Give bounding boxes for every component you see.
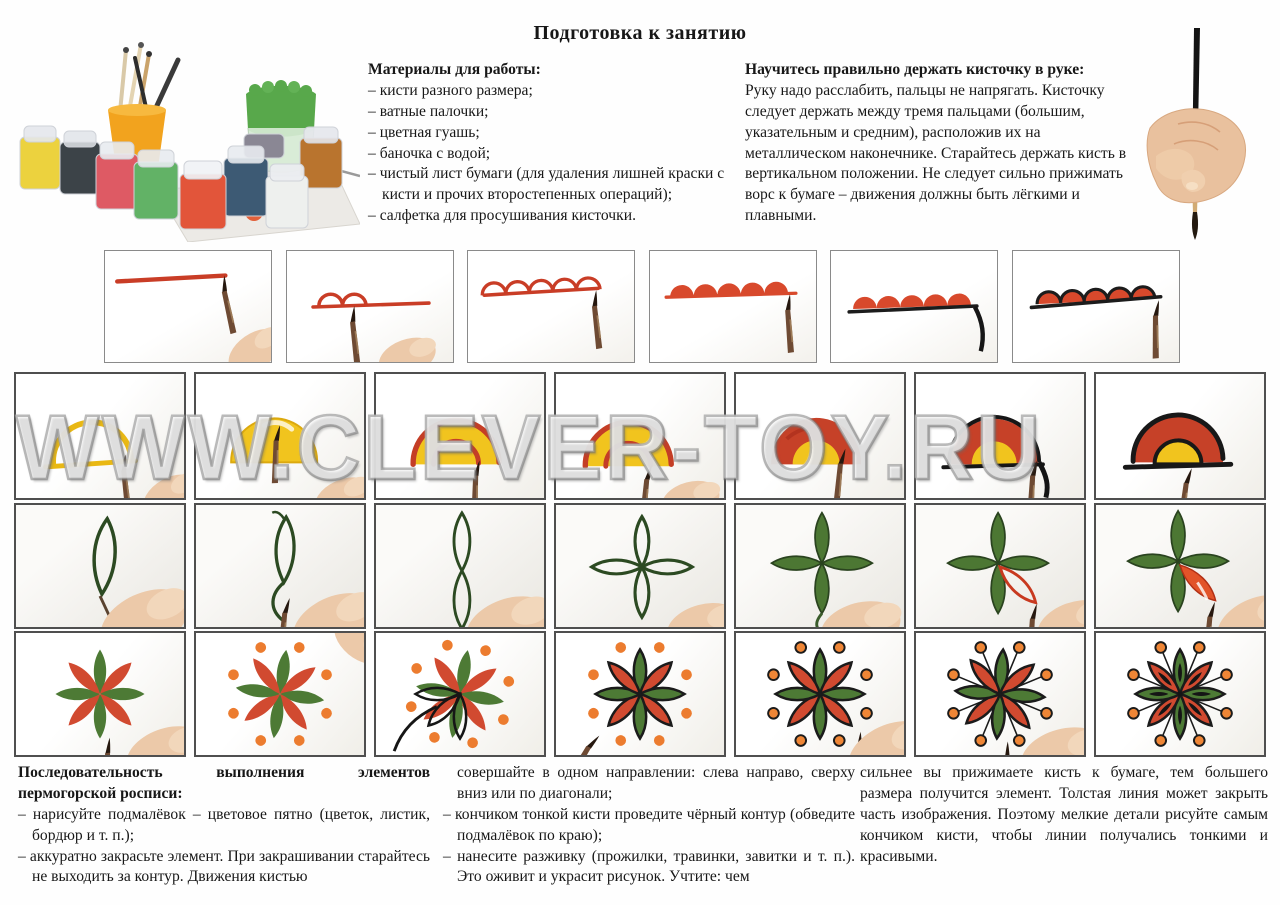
sequence-continuation: сильнее вы прижимаете кисть к бумаге, тем большего размера получится элемент. Толстая линия может закрыть часть изображения. Поэтому мелкие детали рисуйте самым кончиком кисти, чтобы линии получались тонкими и красивыми. bbox=[860, 764, 1268, 865]
watermark-text: WWW.CLEVER-TOY.RU bbox=[16, 396, 1044, 499]
step-photo-arch-7 bbox=[1094, 372, 1266, 500]
page-title: Подготовка к занятию bbox=[533, 22, 747, 44]
materials-item: – чистый лист бумаги (для удаления лишней краски с кисти и прочих второстепенных операций); bbox=[368, 165, 725, 204]
photo-row-leaf-steps bbox=[14, 503, 1266, 629]
materials-item: – ватные палочки; bbox=[368, 102, 489, 120]
photo-row-flower-steps bbox=[14, 631, 1266, 757]
step-photo-flower-3 bbox=[374, 631, 546, 757]
sequence-col-2 bbox=[443, 763, 855, 888]
step-photo-arch-5 bbox=[734, 372, 906, 500]
paints-brushes-illustration bbox=[8, 42, 360, 242]
materials-photo bbox=[8, 42, 360, 242]
sequence-col-1 bbox=[18, 763, 430, 888]
photo-row-border-steps bbox=[104, 250, 1180, 363]
materials-heading: Материалы для работы: bbox=[368, 61, 541, 78]
sequence-item: – аккуратно закрасьте элемент. При закрашивании старайтесь не выходить за контур. Движения кистью bbox=[18, 847, 430, 886]
step-photo-border-5 bbox=[830, 250, 998, 363]
step-photo-flower-4 bbox=[554, 631, 726, 757]
step-photo-flower-2 bbox=[194, 631, 366, 757]
hand-brush-photo bbox=[1122, 28, 1272, 245]
sequence-item: – нанесите разживку (прожилки, травинки, завитки и т. п.). Это оживит и украсит рисунок. Учтите: чем bbox=[443, 847, 855, 886]
step-photo-leaf-2 bbox=[194, 503, 366, 629]
step-photo-arch-4 bbox=[554, 372, 726, 500]
hand-holding-brush-illustration bbox=[1122, 28, 1272, 245]
sequence-col-3 bbox=[860, 763, 1268, 867]
step-photo-leaf-6 bbox=[914, 503, 1086, 629]
materials-item: – баночка с водой; bbox=[368, 144, 491, 162]
brush-hold-body: Руку надо расслабить, пальцы не напрягать. Кисточку следует держать между тремя пальцами (большим, указательным и средним), расположив их на металлическом наконечнике. Старайтесь держать кисть в вертикальном положении. Не следует сильно прижимать ворс к бумаге – движения должны быть лёгкими и плавными. bbox=[745, 81, 1127, 225]
step-photo-arch-3 bbox=[374, 372, 546, 500]
step-photo-flower-5 bbox=[734, 631, 906, 757]
step-photo-border-6 bbox=[1012, 250, 1180, 363]
photo-row-arch-steps bbox=[14, 372, 1266, 500]
brush-hold-text bbox=[745, 60, 1127, 227]
step-photo-border-3 bbox=[467, 250, 635, 363]
step-photo-leaf-7 bbox=[1094, 503, 1266, 629]
sequence-continuation: совершайте в одном направлении: слева направо, сверху вниз или по диагонали; bbox=[457, 764, 855, 802]
materials-item: – цветная гуашь; bbox=[368, 123, 480, 141]
step-photo-leaf-4 bbox=[554, 503, 726, 629]
materials-item: – кисти разного размера; bbox=[368, 81, 533, 99]
brush-hold-heading: Научитесь правильно держать кисточку в руке: bbox=[745, 61, 1085, 78]
step-photo-flower-6 bbox=[914, 631, 1086, 757]
step-photo-flower-1 bbox=[14, 631, 186, 757]
step-photo-arch-6 bbox=[914, 372, 1086, 500]
sequence-item: – кончиком тонкой кисти проведите чёрный контур (обведите подмалёвок по краю); bbox=[443, 805, 855, 844]
step-photo-leaf-5 bbox=[734, 503, 906, 629]
materials-list bbox=[368, 60, 726, 227]
sequence-heading: Последовательность выполнения элементов пермогорской росписи: bbox=[18, 764, 430, 802]
step-photo-border-1 bbox=[104, 250, 272, 363]
step-photo-leaf-3 bbox=[374, 503, 546, 629]
materials-item: – салфетка для просушивания кисточки. bbox=[368, 207, 636, 225]
step-photo-flower-7 bbox=[1094, 631, 1266, 757]
step-photo-arch-2 bbox=[194, 372, 366, 500]
step-photo-border-4 bbox=[649, 250, 817, 363]
sequence-item: – нарисуйте подмалёвок – цветовое пятно (цветок, листик, бордюр и т. п.); bbox=[18, 805, 430, 844]
step-photo-arch-1 bbox=[14, 372, 186, 500]
step-photo-border-2 bbox=[286, 250, 454, 363]
step-photo-leaf-1 bbox=[14, 503, 186, 629]
